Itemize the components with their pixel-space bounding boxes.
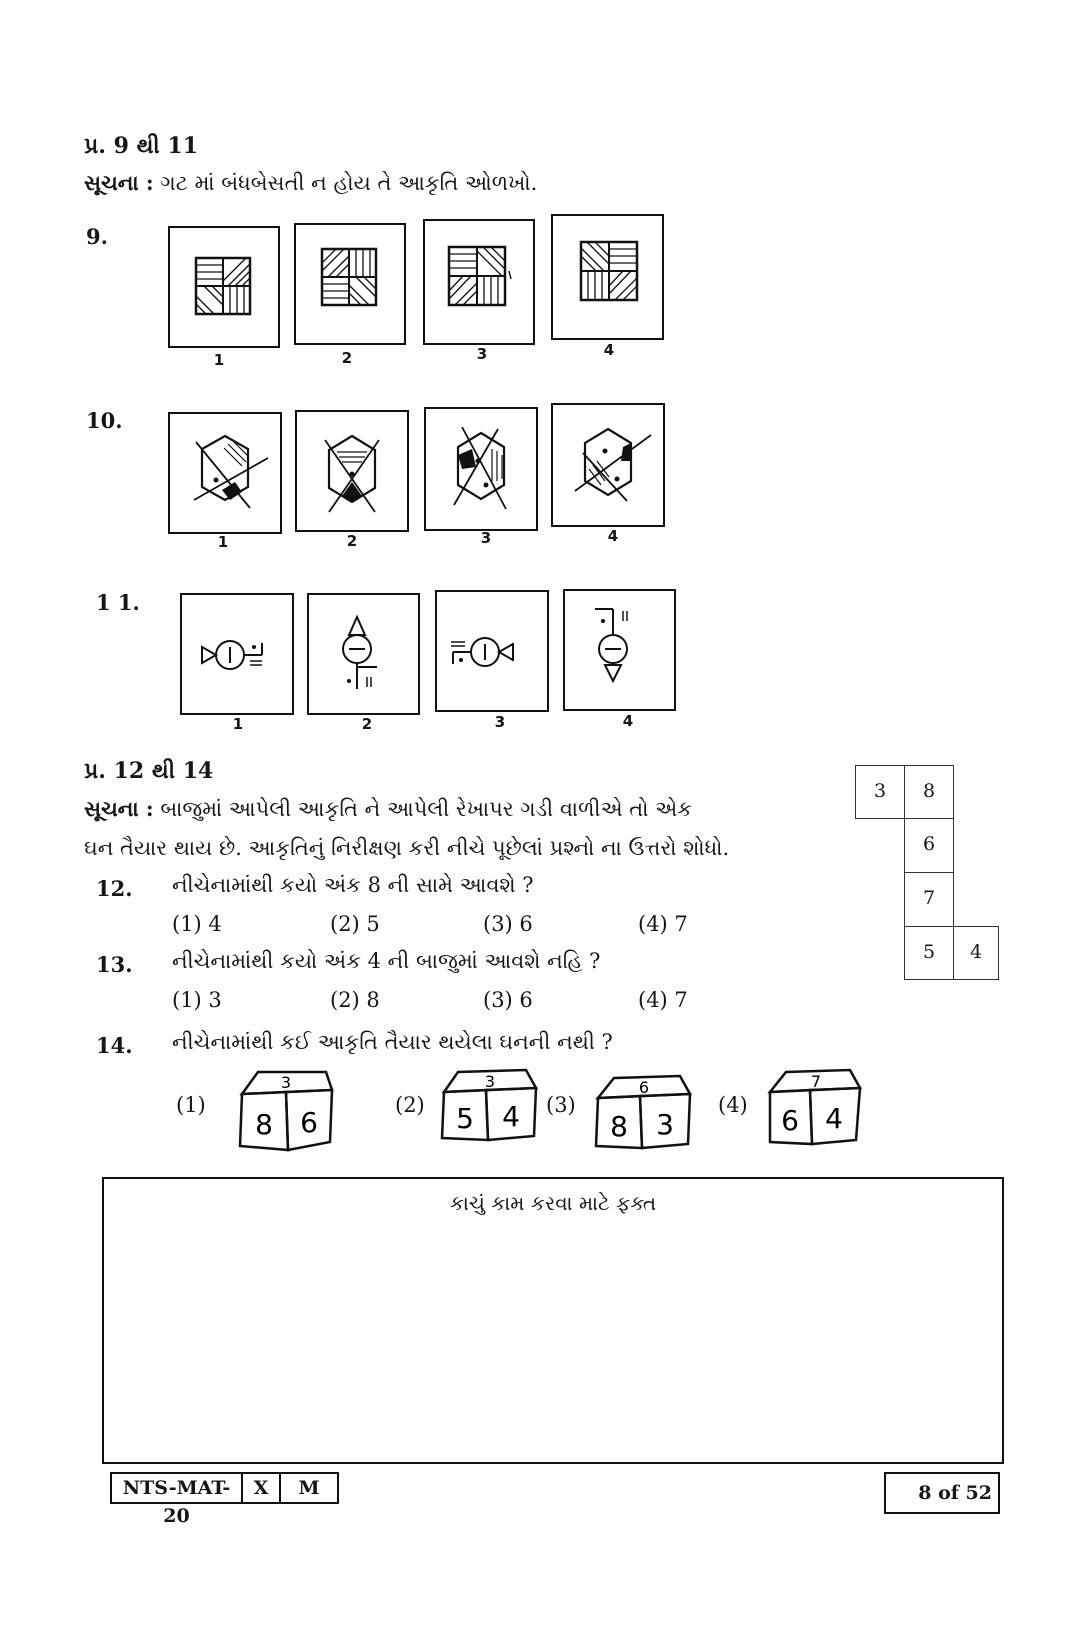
q13-option-2[interactable]: (2) 8 <box>330 988 380 1012</box>
q11-option-label: 1 <box>232 715 244 733</box>
q10-figure-1[interactable] <box>168 412 282 534</box>
q9-option-label: 1 <box>213 351 225 369</box>
q9-figure-3-drawing <box>425 221 533 343</box>
cube-1-left-face: 8 <box>255 1108 273 1141</box>
q10-figure-3-drawing <box>426 409 536 529</box>
footer-paper-code: NTS-MAT-20 <box>110 1472 243 1504</box>
q9-figure-1-drawing <box>170 228 278 346</box>
cube-4-right-face: 4 <box>825 1102 843 1135</box>
section-header-9-11: પ્ર. 9 થી 11 <box>84 133 199 159</box>
q12-option-2[interactable]: (2) 5 <box>330 912 380 936</box>
q11-figure-3-drawing <box>437 592 547 710</box>
footer-medium: M <box>279 1472 339 1504</box>
q14-cube-4[interactable] <box>766 1068 866 1152</box>
q12-option-4[interactable]: (4) 7 <box>638 912 688 936</box>
q9-figure-4-drawing <box>553 216 662 338</box>
q14-option-label: (2) <box>395 1093 425 1117</box>
q14-cube-1[interactable] <box>236 1070 336 1154</box>
cube-4-top-face: 7 <box>810 1072 822 1091</box>
cube-3-right-face: 3 <box>656 1108 674 1141</box>
q11-figure-2-drawing <box>309 595 418 713</box>
q10-figure-4[interactable] <box>551 403 665 527</box>
q11-figure-1-drawing <box>182 595 292 713</box>
rough-work-box[interactable] <box>102 1177 1004 1464</box>
footer-class: X <box>241 1472 281 1504</box>
q11-option-label: 2 <box>361 715 373 733</box>
q13-option-1[interactable]: (1) 3 <box>172 988 222 1012</box>
note-text: ગટ માં બંધબેસતી ન હોય તે આકૃતિ ઓળખો. <box>160 171 538 195</box>
note-label: સૂચના : <box>84 170 154 195</box>
question-12-text: નીચેનામાંથી કયો અંક 8 ની સામે આવશે ? <box>172 873 534 897</box>
q10-figure-2-drawing <box>297 412 407 530</box>
q11-option-label: 3 <box>494 713 506 731</box>
q9-option-label: 4 <box>603 341 615 359</box>
q14-option-label: (3) <box>546 1093 576 1117</box>
net-cell: 7 <box>904 872 954 927</box>
section-instruction-9-11 <box>84 170 537 196</box>
net-cell: 5 <box>904 926 954 980</box>
cube-4-left-face: 6 <box>781 1104 799 1137</box>
cube-2-right-face: 4 <box>502 1100 520 1133</box>
q10-option-label: 2 <box>346 532 358 550</box>
net-cell: 6 <box>904 818 954 873</box>
q9-option-label: 2 <box>341 349 353 367</box>
q10-figure-1-drawing <box>170 414 280 532</box>
q12-option-1[interactable]: (1) 4 <box>172 912 222 936</box>
section-header-12-14: પ્ર. 12 થી 14 <box>84 758 214 784</box>
question-9-number: 9. <box>86 224 108 249</box>
q14-cube-2[interactable] <box>440 1068 540 1152</box>
q9-figure-4[interactable] <box>551 214 664 340</box>
net-cell: 3 <box>855 765 905 819</box>
footer-page-number: 8 of 52 <box>884 1472 1000 1514</box>
q11-figure-4-drawing <box>565 591 674 709</box>
q13-option-4[interactable]: (4) 7 <box>638 988 688 1012</box>
rough-work-title: કાચું કામ કરવા માટે ફક્ત <box>449 1191 657 1215</box>
q10-option-label: 4 <box>607 527 619 545</box>
question-13-number: 13. <box>96 952 133 977</box>
q11-figure-3[interactable] <box>435 590 549 712</box>
question-13-text: નીચેનામાંથી કયો અંક 4 ની બાજુમાં આવશે નહિ ? <box>172 949 601 973</box>
q13-option-3[interactable]: (3) 6 <box>483 988 533 1012</box>
section-instruction-line2: ઘન તૈયાર થાય છે. આકૃતિનું નિરીક્ષણ કરી નીચે પૂછેલાં પ્રશ્નો ના ઉત્તરો શોધો. <box>84 836 730 860</box>
section-instruction-line1 <box>84 796 692 822</box>
q14-option-label: (1) <box>176 1093 206 1117</box>
net-cell: 8 <box>904 765 954 819</box>
q9-figure-2[interactable] <box>294 223 406 345</box>
cube-3-left-face: 8 <box>610 1110 628 1143</box>
q10-option-label: 3 <box>480 529 492 547</box>
q12-option-3[interactable]: (3) 6 <box>483 912 533 936</box>
q11-figure-2[interactable] <box>307 593 420 715</box>
cube-2-top-face: 3 <box>484 1072 496 1091</box>
question-10-number: 10. <box>86 408 123 433</box>
q10-figure-4-drawing <box>553 405 663 525</box>
q11-option-label: 4 <box>622 712 634 730</box>
q9-figure-1[interactable] <box>168 226 280 348</box>
cube-3-top-face: 6 <box>638 1078 650 1097</box>
cube-1-top-face: 3 <box>280 1073 292 1092</box>
q11-figure-4[interactable] <box>563 589 676 711</box>
note-text: બાજુમાં આપેલી આકૃતિ ને આપેલી રેખાપર ગડી વાળીએ તો એક <box>160 797 693 821</box>
q9-figure-2-drawing <box>296 225 404 343</box>
question-12-number: 12. <box>96 876 133 901</box>
note-label: સૂચના : <box>84 796 154 821</box>
question-14-text: નીચેનામાંથી કઈ આકૃતિ તૈયાર થયેલા ઘનની નથી ? <box>172 1030 613 1054</box>
net-cell: 4 <box>953 926 999 980</box>
q9-option-label: 3 <box>476 345 488 363</box>
q14-option-label: (4) <box>718 1093 748 1117</box>
cube-1-right-face: 6 <box>300 1106 318 1139</box>
q9-figure-3[interactable] <box>423 219 535 345</box>
cube-2-left-face: 5 <box>456 1102 474 1135</box>
question-14-number: 14. <box>96 1033 133 1058</box>
q14-cube-3[interactable] <box>594 1074 694 1158</box>
q11-figure-1[interactable] <box>180 593 294 715</box>
q10-figure-2[interactable] <box>295 410 409 532</box>
q10-figure-3[interactable] <box>424 407 538 531</box>
q10-option-label: 1 <box>217 533 229 551</box>
question-11-number: 1 1. <box>96 590 140 615</box>
